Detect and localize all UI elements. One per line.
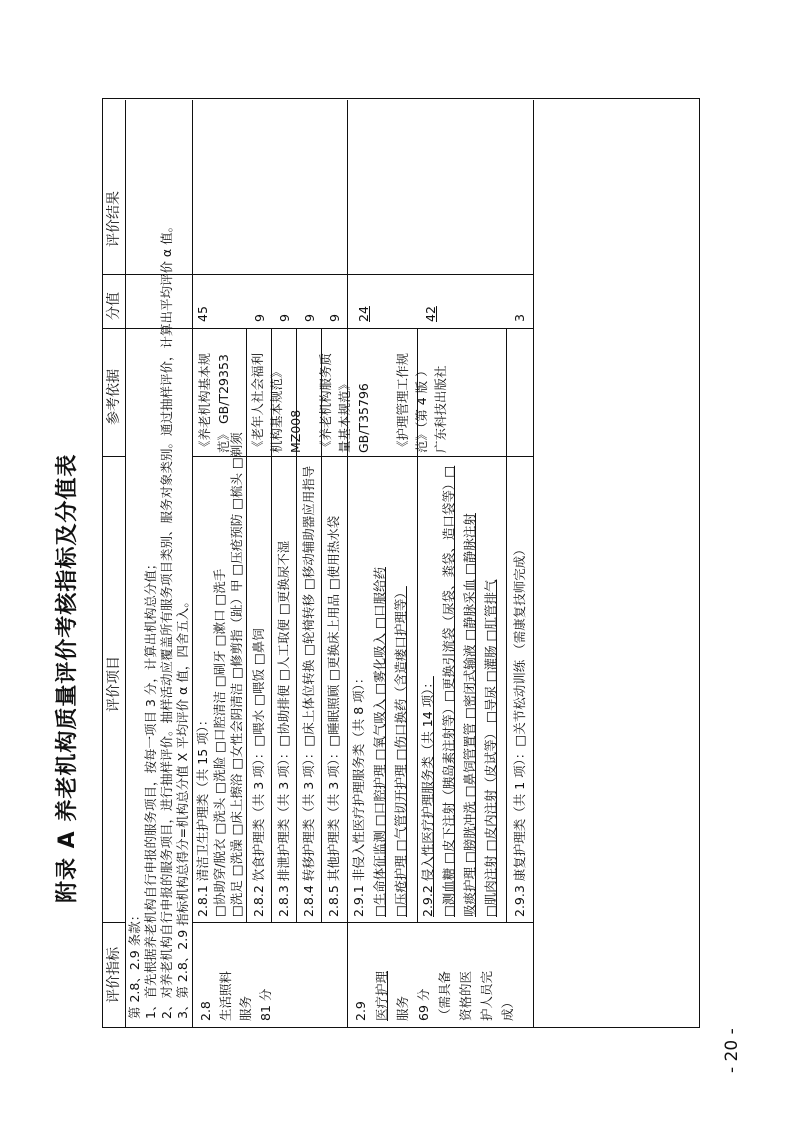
item-292-options: □测血糖 □皮下注射（胰岛素注射等）□更换引流袋（尿袋、粪袋、造口袋等）□ — [441, 465, 456, 917]
intro-line: 1、首先根据养老机构自行申报的服务项目，按每一项目 3 分，计算出机构总分值； — [143, 557, 158, 1019]
reference-line: 范》 GB/T29353 — [216, 354, 231, 453]
score-282: 9 — [252, 314, 267, 322]
header-indicator: 评价指标 — [106, 947, 122, 1003]
intro-line: 3、第 2.8、2.9 指标机构总得分=机构总分值 X 平均评价 α 值，四舍五入。 — [175, 595, 190, 1019]
rule-281 — [246, 329, 247, 923]
score-28-total: 45 — [195, 306, 210, 322]
indicator-29-points: 69 分 — [416, 988, 431, 1021]
reference-line: 《养老机构服务质 — [318, 352, 333, 453]
header-score: 分值 — [106, 292, 122, 320]
indicator-29-note: （需具备 — [437, 970, 452, 1021]
item-281-options: □协助穿/脱衣 □洗头 □洗脸 □口腔清洁 □刷牙 □漱口 □洗手 — [212, 568, 227, 917]
item-285: 2.8.5 其他护理类（共 3 项）：□睡眠照顾 □更换床上用品 □使用热水袋 — [326, 515, 341, 917]
item-281-title: 2.8.1 清洁卫生护理类（共 15 项）： — [195, 713, 210, 917]
reference-line: MZ008 — [288, 409, 303, 453]
indicator-28-number: 2.8 — [198, 1001, 213, 1021]
vrule-a-head — [103, 922, 125, 923]
score-283: 9 — [277, 314, 292, 322]
indicator-29-note: 资格的医 — [458, 970, 473, 1021]
vrule-a-body — [192, 922, 533, 923]
vrule-b-head — [103, 456, 125, 457]
header-result: 评价结果 — [106, 191, 122, 247]
indicator-29-note: 成） — [500, 995, 515, 1021]
score-293: 3 — [512, 314, 527, 322]
indicator-29-name: 服务 — [395, 995, 410, 1021]
indicator-29-name: 医疗护理 — [374, 970, 389, 1021]
reference-line: 《护理管理工作规 — [395, 352, 410, 453]
item-282: 2.8.2 饮食护理类（共 3 项）：□喂水 □喂饭 □鼻饲 — [251, 628, 266, 917]
item-284: 2.8.4 转移护理类（共 3 项）：□床上体位转换 □轮椅转移 □移动辅助器应用指导 — [301, 465, 316, 917]
rule-header — [125, 100, 126, 1027]
evaluation-table — [102, 98, 700, 1028]
item-292-options: □肌肉注射 □皮内注射（皮试等） □导尿 □灌肠 □肛管排气 — [483, 579, 498, 917]
header-reference: 参考依据 — [106, 369, 122, 425]
item-283: 2.8.3 排泄护理类（共 3 项）：□协助排便 □人工取便 □更换尿不湿 — [276, 540, 291, 917]
rule-292 — [506, 329, 507, 923]
reference-line: 《老年人社会福利 — [250, 352, 265, 453]
reference-line: 机构基本规范》 — [269, 365, 284, 453]
page-number: - 20 - — [722, 1028, 742, 1073]
intro-line: 2、对养老机构自行申报的服务项目，进行抽样评价。抽样活动应覆盖所有服务项目类别、服务对象类别。通过抽样评价，计算出平均评价 α 值。 — [159, 219, 174, 1019]
item-291-title: 2.9.1 非侵入性医疗护理服务类（共 8 项）： — [351, 671, 366, 917]
item-292-title: 2.9.2 侵入性医疗护理服务类（共 14 项）： — [420, 676, 435, 917]
item-281-options: □洗足 □洗澡 □床上擦浴 □女性会阴清洁 □修剪指（趾）甲 □压疮预防 □梳头 □剃须 — [229, 432, 244, 917]
rule-intro — [192, 100, 193, 1027]
indicator-29-number: 2.9 — [353, 1001, 368, 1021]
score-285: 9 — [327, 314, 342, 322]
score-284: 9 — [302, 314, 317, 322]
indicator-28-points: 81 分 — [258, 988, 273, 1021]
rule-28-end — [347, 100, 348, 1027]
reference-line: 范》（第 4 版 ） — [414, 364, 429, 453]
reference-line: 《养老机构基本规 — [197, 352, 212, 453]
item-291-options: □生命体征监测 □口腔护理 □氧气吸入 □雾化吸入 □口服给药 — [372, 567, 387, 917]
reference-line: 广东科技出版社 — [433, 365, 448, 453]
reference-line: GB/T35796 — [356, 383, 371, 453]
item-291-options: □压疮护理 □气管切开护理 □伤口换药（含造瘘口护理等） — [393, 586, 408, 917]
reference-line: 量基本规范》 — [337, 377, 352, 453]
score-291: 24 — [356, 306, 371, 322]
document-title: 附录 A 养老机构质量评价考核指标及分值表 — [55, 453, 80, 903]
indicator-29-note: 护人员完 — [479, 970, 494, 1021]
intro-line: 第 2.8、2.9 条款： — [127, 908, 142, 1019]
item-293: 2.9.3 康复护理类（共 1 项）：□关节松动训练 （需康复技师完成） — [512, 543, 527, 917]
score-292: 42 — [423, 306, 438, 322]
rule-29-end — [533, 100, 534, 1027]
header-item: 评价项目 — [106, 656, 122, 712]
item-292-options: 吸痰护理 □膀胱冲洗 □鼻饲管置管 □密闭式输液 □静脉采血 □静脉注射 — [462, 513, 477, 917]
indicator-28-name: 服务 — [238, 995, 253, 1021]
indicator-28-name: 生活照料 — [218, 970, 233, 1021]
